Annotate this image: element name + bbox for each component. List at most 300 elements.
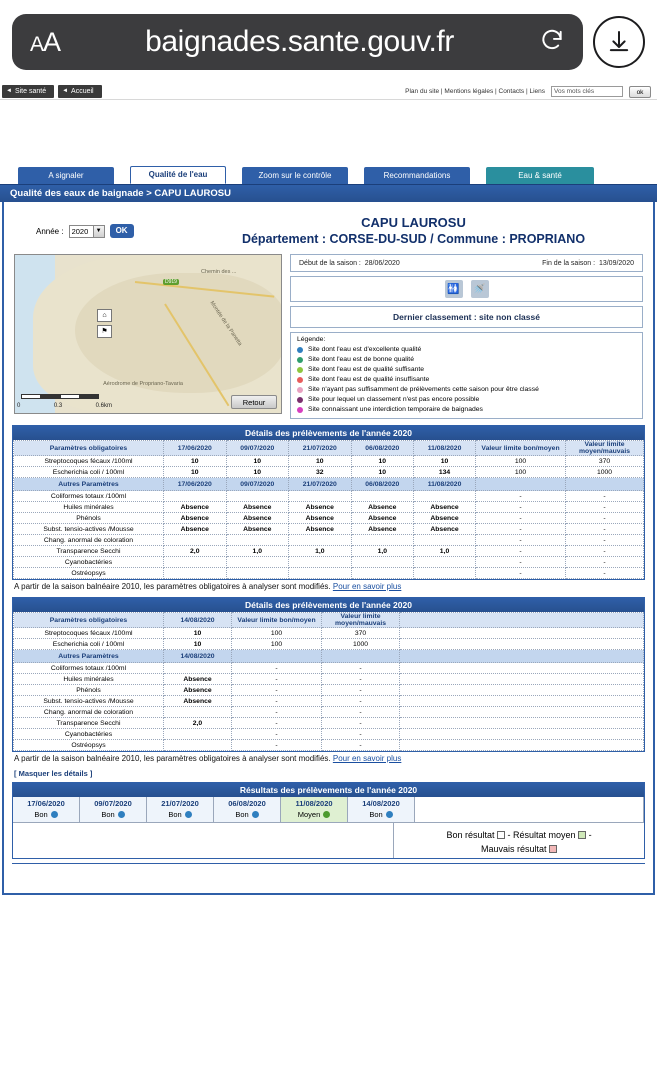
cell-limit-bon: - bbox=[232, 663, 322, 674]
legend-dot-icon bbox=[297, 397, 303, 403]
cell-value: 134 bbox=[414, 467, 476, 478]
year-label: Année : bbox=[36, 226, 64, 236]
footer-links[interactable]: Plan du site | Mentions légales | Contacts | Liens bbox=[405, 88, 545, 95]
row-label: Cyanobactéries bbox=[14, 729, 164, 740]
legend-dot-icon bbox=[297, 377, 303, 383]
map-road-label-2: Montée de la Panetta bbox=[208, 300, 243, 348]
cell-limit-bon: - bbox=[476, 568, 566, 579]
cell-value: 1,0 bbox=[289, 546, 352, 557]
row-label: Chang. anormal de coloration bbox=[14, 707, 164, 718]
legend-item bbox=[297, 405, 636, 415]
col-header-empty bbox=[322, 650, 400, 663]
legend-bon-swatch-icon bbox=[497, 831, 505, 839]
nav-site-sante[interactable] bbox=[2, 85, 54, 98]
map-and-info bbox=[10, 250, 647, 419]
cell-value: Absence bbox=[351, 502, 414, 513]
row-label: Escherichia coli / 100ml bbox=[14, 639, 164, 650]
cell-value bbox=[164, 491, 227, 502]
cell-limit-mauvais: - bbox=[322, 718, 400, 729]
legend-bon-label: Bon résultat bbox=[446, 830, 495, 840]
cell-limit-mauvais: 1000 bbox=[566, 467, 644, 478]
col-header: 06/08/2020 bbox=[351, 478, 414, 491]
cell-value bbox=[414, 535, 476, 546]
table-row bbox=[14, 557, 644, 568]
row-label: Phénols bbox=[14, 513, 164, 524]
table-row bbox=[14, 639, 644, 650]
url-text[interactable]: baignades.sante.gouv.fr bbox=[145, 25, 454, 58]
col-header: 17/06/2020 bbox=[164, 441, 227, 456]
cell-value: Absence bbox=[226, 513, 289, 524]
legend-label: Site n'ayant pas suffisamment de prélèvements cette saison pour être classé bbox=[308, 386, 539, 393]
cell-limit-mauvais: - bbox=[566, 491, 644, 502]
cell-limit-bon: - bbox=[476, 546, 566, 557]
season-start-value: 28/06/2020 bbox=[364, 259, 400, 267]
season-end-label: Fin de la saison : bbox=[542, 259, 596, 267]
table-row bbox=[14, 729, 644, 740]
nav-site-sante-label: Site santé bbox=[14, 88, 47, 95]
row-label: Coliformes totaux /100ml bbox=[14, 663, 164, 674]
cell-value: 2,0 bbox=[164, 546, 227, 557]
cell-limit-bon: - bbox=[232, 718, 322, 729]
text-size-icon[interactable]: AA bbox=[30, 26, 61, 57]
map-scale-max: 0.6km bbox=[95, 403, 112, 409]
cell-value: Absence bbox=[226, 524, 289, 535]
season-dates bbox=[290, 254, 643, 272]
table-row bbox=[14, 685, 644, 696]
cell-value: Absence bbox=[164, 674, 232, 685]
cell-empty bbox=[400, 628, 644, 639]
cell-value: Absence bbox=[351, 524, 414, 535]
result-status-icon bbox=[252, 811, 259, 818]
row-label: Ostréopsys bbox=[14, 568, 164, 579]
result-value: Bon bbox=[80, 810, 146, 819]
browser-toolbar bbox=[0, 0, 657, 84]
legend-dot-icon bbox=[297, 367, 303, 373]
result-cell[interactable] bbox=[147, 797, 214, 823]
cell-value: 10 bbox=[164, 467, 227, 478]
cell-limit-mauvais: - bbox=[566, 513, 644, 524]
note-link[interactable]: Pour en savoir plus bbox=[332, 754, 402, 763]
table-row bbox=[14, 546, 644, 557]
cell-value: 10 bbox=[164, 628, 232, 639]
legend-label: Site dont l'eau est de qualité insuffisante bbox=[308, 376, 430, 383]
legend-dot-icon bbox=[297, 387, 303, 393]
legend-moyen-label: - Résultat moyen bbox=[507, 830, 576, 840]
cell-empty bbox=[400, 663, 644, 674]
nav-accueil-label: Accueil bbox=[71, 88, 94, 95]
facility-pictograms bbox=[290, 276, 643, 302]
results-row bbox=[13, 797, 644, 823]
content-frame bbox=[2, 202, 655, 895]
table-subheader-row bbox=[14, 650, 644, 663]
cell-value bbox=[164, 535, 227, 546]
table-row bbox=[14, 613, 644, 628]
col-header: Valeur limite moyen/mauvais bbox=[322, 613, 400, 628]
season-end-value: 13/09/2020 bbox=[598, 259, 634, 267]
cell-limit-bon: - bbox=[232, 740, 322, 751]
table-row bbox=[14, 467, 644, 478]
cell-limit-bon: - bbox=[476, 491, 566, 502]
cell-value bbox=[164, 557, 227, 568]
table-row bbox=[14, 441, 644, 456]
legend-item bbox=[297, 385, 636, 395]
info-column bbox=[290, 254, 643, 419]
map-view[interactable] bbox=[14, 254, 282, 414]
row-label: Huiles minérales bbox=[14, 502, 164, 513]
row-label: Streptocoques fécaux /100ml bbox=[14, 628, 164, 639]
cell-empty bbox=[400, 639, 644, 650]
cell-value bbox=[351, 535, 414, 546]
result-cell[interactable] bbox=[281, 797, 348, 823]
col-header: 14/08/2020 bbox=[164, 613, 232, 628]
result-value: Bon bbox=[348, 810, 414, 819]
prelevements-table-2 bbox=[12, 597, 645, 752]
row-label: Huiles minérales bbox=[14, 674, 164, 685]
table-row bbox=[14, 707, 644, 718]
row-label: Escherichia coli / 100ml bbox=[14, 467, 164, 478]
cell-limit-mauvais: - bbox=[566, 557, 644, 568]
row-label: Transparence Secchi bbox=[14, 546, 164, 557]
cell-value bbox=[351, 568, 414, 579]
col-header: 17/06/2020 bbox=[164, 478, 227, 491]
col-header: 09/07/2020 bbox=[226, 478, 289, 491]
legend-label: Site connaissant une interdiction temporaire de baignades bbox=[308, 406, 483, 413]
row-label: Streptocoques fécaux /100ml bbox=[14, 456, 164, 467]
cell-limit-bon: 100 bbox=[476, 467, 566, 478]
legend-item bbox=[297, 345, 636, 355]
result-value: Moyen bbox=[281, 810, 347, 819]
result-cell[interactable] bbox=[214, 797, 281, 823]
cell-limit-bon: 100 bbox=[232, 628, 322, 639]
cell-limit-bon: - bbox=[476, 502, 566, 513]
left-arrow-icon: ◄ bbox=[62, 88, 69, 94]
legend-dot-icon bbox=[297, 407, 303, 413]
result-date: 17/06/2020 bbox=[27, 799, 65, 808]
note-text: A partir de la saison balnéaire 2010, les paramètres obligatoires à analyser sont modifiés. bbox=[14, 582, 331, 591]
tab-eau-et-sante[interactable]: Eau & santé bbox=[486, 167, 594, 184]
classement-text: Dernier classement : site non classé bbox=[290, 306, 643, 328]
table-row bbox=[14, 628, 644, 639]
cell-limit-bon: - bbox=[232, 707, 322, 718]
cell-value: Absence bbox=[414, 502, 476, 513]
table-2-note bbox=[10, 752, 647, 763]
cell-empty bbox=[400, 685, 644, 696]
breadcrumb: Qualité des eaux de baignade > CAPU LAUROSU bbox=[0, 184, 657, 202]
row-label: Cyanobactéries bbox=[14, 557, 164, 568]
col-header-empty bbox=[232, 650, 322, 663]
cell-value bbox=[164, 707, 232, 718]
table-2-title: Détails des prélèvements de l'année 2020 bbox=[13, 598, 644, 612]
cell-value: 1,0 bbox=[226, 546, 289, 557]
col-header: Autres Paramètres bbox=[14, 650, 164, 663]
cell-value: Absence bbox=[289, 524, 352, 535]
col-header: 21/07/2020 bbox=[289, 441, 352, 456]
cell-value bbox=[289, 568, 352, 579]
cell-value: 10 bbox=[289, 456, 352, 467]
table-row bbox=[14, 491, 644, 502]
cell-limit-mauvais: - bbox=[322, 696, 400, 707]
table-1 bbox=[13, 440, 644, 579]
cell-value bbox=[164, 568, 227, 579]
col-header: Autres Paramètres bbox=[14, 478, 164, 491]
cell-value bbox=[226, 535, 289, 546]
cell-limit-mauvais: - bbox=[566, 524, 644, 535]
table-1-note bbox=[10, 580, 647, 591]
address-bar[interactable] bbox=[12, 14, 583, 70]
cell-limit-bon: - bbox=[232, 685, 322, 696]
cell-value bbox=[289, 535, 352, 546]
tab-a-signaler[interactable]: A signaler bbox=[18, 167, 114, 184]
row-label: Phénols bbox=[14, 685, 164, 696]
search-input[interactable] bbox=[551, 86, 623, 97]
cell-limit-bon: - bbox=[232, 696, 322, 707]
legend-dash: - bbox=[588, 830, 592, 840]
legend-label: Site dont l'eau est d'excellente qualité bbox=[308, 346, 422, 353]
result-status-icon bbox=[323, 811, 330, 818]
col-header: Valeur limite moyen/mauvais bbox=[566, 441, 644, 456]
cell-value: Absence bbox=[226, 502, 289, 513]
note-link[interactable]: Pour en savoir plus bbox=[332, 582, 402, 591]
table-2 bbox=[13, 612, 644, 751]
result-status-icon bbox=[118, 811, 125, 818]
chevron-down-icon[interactable]: ▼ bbox=[93, 226, 104, 237]
cell-value bbox=[414, 557, 476, 568]
cell-value: Absence bbox=[289, 513, 352, 524]
col-header: 14/08/2020 bbox=[164, 650, 232, 663]
cell-value bbox=[226, 491, 289, 502]
result-date: 09/07/2020 bbox=[94, 799, 132, 808]
map-scale-mid: 0.3 bbox=[53, 403, 63, 409]
cell-value: Absence bbox=[414, 524, 476, 535]
beach-marker-icon[interactable]: ⚑ bbox=[97, 325, 112, 338]
cell-limit-mauvais: - bbox=[322, 663, 400, 674]
cell-empty bbox=[400, 718, 644, 729]
cell-value: 1,0 bbox=[351, 546, 414, 557]
cell-limit-bon: - bbox=[476, 513, 566, 524]
cell-value bbox=[414, 491, 476, 502]
col-header-empty bbox=[566, 478, 644, 491]
result-date: 21/07/2020 bbox=[161, 799, 199, 808]
legend-moyen-swatch-icon bbox=[578, 831, 586, 839]
result-cell[interactable] bbox=[13, 797, 80, 823]
col-header: 11/08/2020 bbox=[414, 441, 476, 456]
cell-value bbox=[414, 568, 476, 579]
cell-value: Absence bbox=[164, 502, 227, 513]
site-department-commune: Département : CORSE-DU-SUD / Commune : PROPRIANO bbox=[241, 232, 586, 246]
legend-item bbox=[297, 395, 636, 405]
results-title: Résultats des prélèvements de l'année 2020 bbox=[13, 783, 644, 797]
map-scale-bar bbox=[21, 394, 99, 399]
cell-value bbox=[164, 663, 232, 674]
table-row bbox=[14, 718, 644, 729]
cell-value bbox=[351, 491, 414, 502]
reload-icon[interactable] bbox=[539, 27, 565, 58]
cell-limit-mauvais: - bbox=[322, 729, 400, 740]
cell-value bbox=[164, 740, 232, 751]
legend-mauvais-label: Mauvais résultat bbox=[480, 844, 547, 854]
tab-recommandations[interactable]: Recommandations bbox=[364, 167, 470, 184]
year-select[interactable] bbox=[69, 225, 105, 238]
cell-empty bbox=[400, 707, 644, 718]
cell-limit-bon: - bbox=[476, 557, 566, 568]
table-subheader-row bbox=[14, 478, 644, 491]
table-row bbox=[14, 524, 644, 535]
col-header: Paramètres obligatoires bbox=[14, 441, 164, 456]
map-scale-0: 0 bbox=[17, 403, 21, 409]
cell-value bbox=[226, 568, 289, 579]
cell-limit-bon: - bbox=[476, 535, 566, 546]
cell-value: 10 bbox=[351, 456, 414, 467]
result-cell-empty bbox=[415, 797, 644, 823]
cell-limit-mauvais: - bbox=[322, 740, 400, 751]
cell-limit-mauvais: - bbox=[566, 568, 644, 579]
cell-value: 1,0 bbox=[414, 546, 476, 557]
cell-value: 10 bbox=[414, 456, 476, 467]
year-selector-block bbox=[14, 224, 184, 238]
masquer-details-link[interactable]: [ Masquer les détails ] bbox=[14, 769, 93, 778]
site-name: CAPU LAUROSU bbox=[361, 215, 466, 230]
result-date: 11/08/2020 bbox=[295, 799, 333, 808]
table-row bbox=[14, 740, 644, 751]
col-header: Valeur limite bon/moyen bbox=[476, 441, 566, 456]
note-text: A partir de la saison balnéaire 2010, les paramètres obligatoires à analyser sont modifiés. bbox=[14, 754, 331, 763]
tab-qualite-de-leau[interactable]: Qualité de l'eau bbox=[130, 166, 226, 184]
col-header-empty bbox=[476, 478, 566, 491]
col-header: 06/08/2020 bbox=[351, 441, 414, 456]
cell-limit-bon: - bbox=[232, 729, 322, 740]
bottom-divider bbox=[12, 863, 645, 889]
cell-value: 10 bbox=[164, 639, 232, 650]
cell-empty bbox=[400, 729, 644, 740]
legend-mauvais-swatch-icon bbox=[549, 845, 557, 853]
cell-value: Absence bbox=[164, 513, 227, 524]
year-ok-button[interactable]: OK bbox=[110, 224, 134, 238]
table-row bbox=[14, 696, 644, 707]
row-label: Transparence Secchi bbox=[14, 718, 164, 729]
cell-value bbox=[289, 557, 352, 568]
cell-limit-mauvais: - bbox=[322, 707, 400, 718]
cell-value: 10 bbox=[164, 456, 227, 467]
legend-item bbox=[297, 365, 636, 375]
col-header: 11/08/2020 bbox=[414, 478, 476, 491]
page-title bbox=[184, 214, 643, 248]
result-cell[interactable] bbox=[348, 797, 415, 823]
cell-value bbox=[226, 557, 289, 568]
results-legend bbox=[393, 823, 644, 858]
table-row bbox=[14, 502, 644, 513]
results-panel bbox=[12, 782, 645, 859]
result-status-icon bbox=[386, 811, 393, 818]
download-button[interactable] bbox=[593, 16, 645, 68]
result-date: 06/08/2020 bbox=[228, 799, 266, 808]
page-content bbox=[0, 84, 657, 895]
cell-limit-mauvais: 370 bbox=[322, 628, 400, 639]
table-row bbox=[14, 513, 644, 524]
col-header: 09/07/2020 bbox=[226, 441, 289, 456]
cell-empty bbox=[400, 674, 644, 685]
legend-dot-icon bbox=[297, 347, 303, 353]
row-label: Subst. tensio-actives /Mousse bbox=[14, 524, 164, 535]
row-label: Chang. anormal de coloration bbox=[14, 535, 164, 546]
cell-value: Absence bbox=[351, 513, 414, 524]
legend-label: Site dont l'eau est de qualité suffisante bbox=[308, 366, 425, 373]
cell-value: 10 bbox=[226, 456, 289, 467]
legend-item bbox=[297, 355, 636, 365]
cell-value: 2,0 bbox=[164, 718, 232, 729]
retour-button[interactable]: Retour bbox=[231, 395, 277, 409]
cell-value bbox=[164, 729, 232, 740]
cell-limit-mauvais: - bbox=[566, 546, 644, 557]
result-value: Bon bbox=[13, 810, 79, 819]
row-label: Coliformes totaux /100ml bbox=[14, 491, 164, 502]
wc-icon: 🚻 bbox=[445, 280, 463, 298]
legend-dot-icon bbox=[297, 357, 303, 363]
cell-limit-mauvais: 1000 bbox=[322, 639, 400, 650]
col-header: Paramètres obligatoires bbox=[14, 613, 164, 628]
table-row bbox=[14, 535, 644, 546]
cell-value: Absence bbox=[414, 513, 476, 524]
cell-value: Absence bbox=[289, 502, 352, 513]
shower-icon: 🚿 bbox=[471, 280, 489, 298]
result-value: Bon bbox=[214, 810, 280, 819]
cell-value bbox=[351, 557, 414, 568]
cell-limit-mauvais: 370 bbox=[566, 456, 644, 467]
cell-limit-mauvais: - bbox=[566, 502, 644, 513]
col-header: 21/07/2020 bbox=[289, 478, 352, 491]
row-label: Ostréopsys bbox=[14, 740, 164, 751]
cell-limit-bon: 100 bbox=[232, 639, 322, 650]
utility-bar bbox=[0, 84, 657, 100]
cell-limit-mauvais: - bbox=[322, 685, 400, 696]
left-arrow-icon: ◄ bbox=[6, 88, 12, 94]
cell-value: 32 bbox=[289, 467, 352, 478]
result-cell[interactable] bbox=[80, 797, 147, 823]
season-start-label: Début de la saison : bbox=[299, 259, 361, 267]
result-status-icon bbox=[185, 811, 192, 818]
year-and-title-row bbox=[10, 208, 647, 250]
map-place-label: Aérodrome de Propriano-Tavaria bbox=[103, 381, 183, 387]
cell-empty bbox=[400, 696, 644, 707]
prelevements-table-1 bbox=[12, 425, 645, 580]
cell-value bbox=[289, 491, 352, 502]
utility-right bbox=[405, 86, 657, 98]
col-header: Valeur limite bon/moyen bbox=[232, 613, 322, 628]
result-value: Bon bbox=[147, 810, 213, 819]
table-row bbox=[14, 568, 644, 579]
main-nav-tabs bbox=[0, 162, 657, 184]
tab-zoom-sur-le-controle[interactable]: Zoom sur le contrôle bbox=[242, 167, 348, 184]
legend-label: Site dont l'eau est de bonne qualité bbox=[308, 356, 414, 363]
legend-item bbox=[297, 375, 636, 385]
cell-limit-mauvais: - bbox=[322, 674, 400, 685]
search-ok-button[interactable]: ok bbox=[629, 86, 651, 98]
cell-limit-bon: 100 bbox=[476, 456, 566, 467]
table-row bbox=[14, 663, 644, 674]
cell-value: 10 bbox=[351, 467, 414, 478]
col-header-empty bbox=[400, 650, 644, 663]
cell-value: Absence bbox=[164, 685, 232, 696]
row-label: Subst. tensio-actives /Mousse bbox=[14, 696, 164, 707]
map-road-label-1: Chemin des ... bbox=[201, 269, 237, 275]
legend-title: Légende: bbox=[297, 336, 326, 343]
result-date: 14/08/2020 bbox=[362, 799, 400, 808]
nav-accueil[interactable] bbox=[58, 85, 102, 98]
zoom-icon[interactable]: ⌂ bbox=[97, 309, 112, 322]
col-header-empty bbox=[400, 613, 644, 628]
table-row bbox=[14, 674, 644, 685]
map-road-badge: D919 bbox=[165, 279, 177, 285]
year-select-value: 2020 bbox=[71, 226, 89, 236]
